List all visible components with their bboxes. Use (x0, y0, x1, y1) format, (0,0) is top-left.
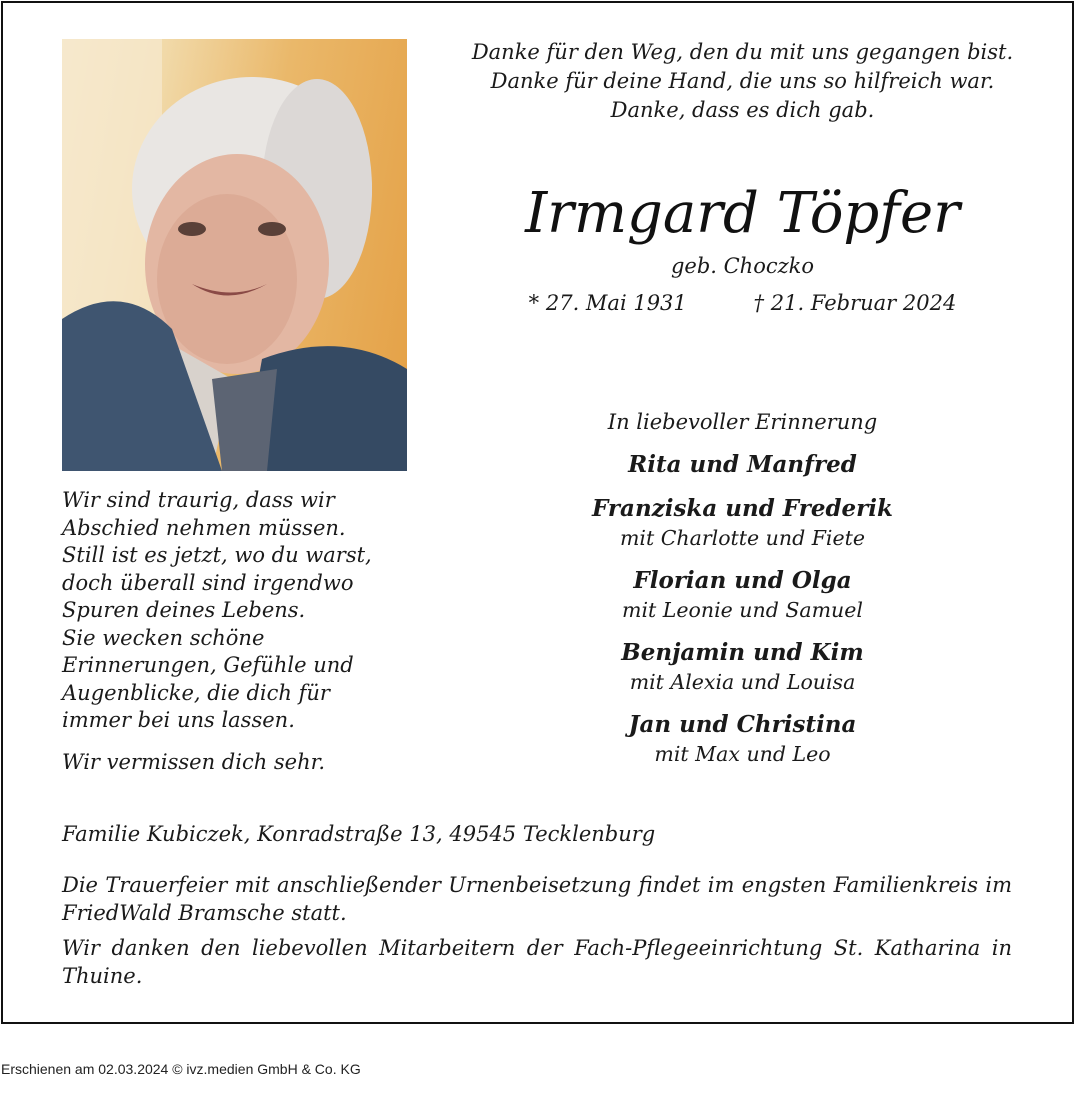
family-names: Florian und Olga (633, 567, 852, 594)
poem-top-line: Danke, dass es dich gab. (610, 98, 875, 122)
poem-left-line: Abschied nehmen müssen. (62, 515, 346, 540)
poem-top (430, 38, 1055, 125)
family-children: mit Leonie und Samuel (622, 598, 863, 622)
birth-name: geb. Choczko (670, 254, 815, 278)
family-entry (430, 638, 1055, 696)
family-names: Franziska und Frederik (592, 495, 893, 522)
mourners-list (430, 450, 1055, 782)
deceased-name: Irmgard Töpfer (525, 181, 960, 246)
family-names: Rita und Manfred (628, 451, 857, 478)
life-dates (430, 288, 1055, 318)
funeral-notice: Die Trauerfeier mit anschließender Urnenbeisetzung findet im engsten Familienkreis im FriedWald Bramsche statt. (62, 873, 1012, 925)
poem-left-line: Wir sind traurig, dass wir (62, 488, 335, 512)
poem-left-line: Spuren deines Lebens. (62, 598, 306, 622)
poem-left-line: Still ist es jetzt, wo du warst, (62, 543, 372, 567)
family-entry (430, 450, 1055, 480)
poem-left-line: Erinnerungen, Gefühle und (62, 653, 354, 677)
family-children: mit Alexia und Louisa (629, 670, 856, 694)
poem-left-closing: Wir vermissen dich sehr. (62, 749, 326, 774)
family-children: mit Max und Leo (654, 742, 831, 766)
poem-left (62, 487, 422, 776)
family-names: Jan und Christina (628, 711, 857, 738)
family-entry (430, 566, 1055, 624)
family-names: Benjamin und Kim (621, 639, 864, 666)
poem-left-line: Sie wecken schöne (62, 625, 265, 650)
portrait-photo (62, 39, 407, 471)
family-address: Familie Kubiczek, Konradstraße 13, 49545 Tecklenburg (62, 822, 656, 846)
poem-left-line: immer bei uns lassen. (62, 708, 295, 732)
poem-top-line: Danke für deine Hand, die uns so hilfreich war. (490, 69, 995, 93)
birth-date: * 27. Mai 1931 (528, 291, 687, 315)
family-entry (430, 710, 1055, 768)
poem-left-line: doch überall sind irgendwo (62, 570, 354, 595)
poem-left-line: Augenblicke, die dich für (62, 680, 330, 705)
memory-label: In liebevoller Erinnerung (607, 410, 878, 434)
thanks-notice: Wir danken den liebevollen Mitarbeitern der Fach-Pflegeeinrichtung St. Katharina in Thuine. (62, 936, 1012, 988)
family-entry (430, 494, 1055, 552)
publication-footer: Erschienen am 02.03.2024 © ivz.medien GmbH & Co. KG (1, 1061, 361, 1077)
death-date: † 21. Februar 2024 (753, 291, 957, 315)
poem-top-line: Danke für den Weg, den du mit uns gegangen bist. (471, 40, 1014, 64)
family-children: mit Charlotte und Fiete (619, 526, 865, 550)
